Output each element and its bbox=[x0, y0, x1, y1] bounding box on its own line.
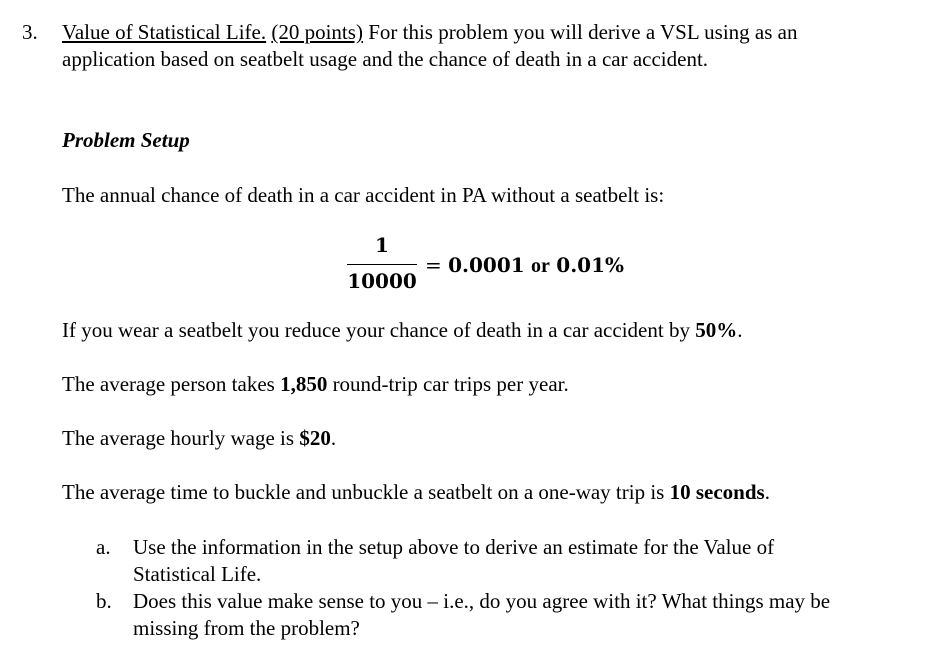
question-number: 3. bbox=[22, 20, 38, 44]
question-title: Value of Statistical Life. bbox=[62, 20, 267, 44]
seatbelt-value: 50% bbox=[695, 318, 738, 342]
question-intro-2: application based on seatbelt usage and the chance of death in a car accident. bbox=[62, 47, 709, 71]
annual-chance-text: The annual chance of death in a car accident in PA without a seatbelt is: bbox=[62, 183, 665, 207]
wage-value: $20 bbox=[299, 426, 331, 450]
fraction bbox=[345, 232, 419, 296]
wage-suffix: . bbox=[330, 426, 337, 450]
buckle-prefix: The average time to buckle and unbuckle a seatbelt on a one-way trip is bbox=[62, 480, 665, 504]
equation-rhs bbox=[425, 252, 624, 279]
trips-value: 1,850 bbox=[280, 372, 328, 396]
item-b-text bbox=[133, 588, 913, 642]
buckle-suffix: . bbox=[764, 480, 770, 504]
fraction-denominator: 10000 bbox=[347, 269, 417, 293]
item-b-letter: b. bbox=[96, 589, 112, 613]
fraction-numerator: 1 bbox=[375, 233, 389, 257]
question-points: (20 points) bbox=[271, 20, 363, 44]
seatbelt-suffix: . bbox=[737, 318, 743, 342]
item-b-line-2: missing from the problem? bbox=[133, 616, 360, 640]
or-word: or bbox=[531, 255, 550, 277]
buckle-value: 10 seconds bbox=[669, 480, 765, 504]
decimal-value: 0.0001 bbox=[448, 253, 525, 277]
question-intro-1: For this problem you will derive a VSL using as an bbox=[368, 20, 798, 44]
item-b-line-1: Does this value make sense to you – i.e., do you agree with it? What things may be bbox=[133, 589, 831, 613]
item-a-text bbox=[133, 534, 913, 588]
item-a-line-2: Statistical Life. bbox=[133, 562, 262, 586]
wage-prefix: The average hourly wage is bbox=[62, 426, 295, 450]
trips-suffix: round-trip car trips per year. bbox=[332, 372, 569, 396]
trips-text bbox=[62, 371, 569, 398]
buckle-time-text bbox=[62, 479, 770, 506]
wage-text bbox=[62, 425, 336, 452]
question-header bbox=[62, 19, 922, 73]
problem-setup-heading: Problem Setup bbox=[62, 128, 190, 152]
seatbelt-reduction-text bbox=[62, 317, 742, 344]
item-a-line-1: Use the information in the setup above to derive an estimate for the Value of bbox=[133, 535, 775, 559]
equals-sign: = bbox=[425, 253, 442, 277]
trips-prefix: The average person takes bbox=[62, 372, 275, 396]
item-a-letter: a. bbox=[96, 535, 111, 559]
percent-value: 0.01% bbox=[556, 253, 624, 277]
seatbelt-prefix: If you wear a seatbelt you reduce your chance of death in a car accident by bbox=[62, 318, 690, 342]
fraction-bar bbox=[347, 264, 417, 265]
question-line-1 bbox=[62, 19, 922, 46]
